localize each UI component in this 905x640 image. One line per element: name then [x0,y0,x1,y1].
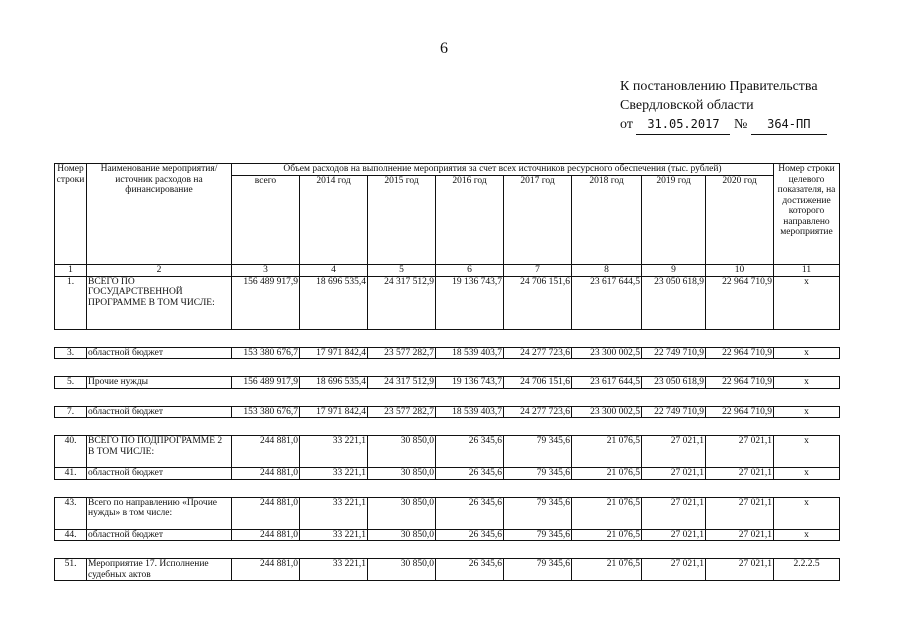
row-number: 40. [55,436,87,468]
order-reference [620,77,827,135]
table-row [55,559,840,581]
row-2018: 23 300 002,5 [572,347,642,359]
separator-cell [55,359,840,377]
table-row [55,276,840,329]
row-2016: 19 136 743,7 [436,377,504,389]
order-line-2: Свердловской области [620,98,754,113]
from-label: от [620,117,633,132]
row-2016: 26 345,6 [436,497,504,529]
row-number: 3. [55,347,87,359]
row-2017: 24 277 723,6 [504,406,572,418]
row-2015: 30 850,0 [368,559,436,581]
row-target: x [774,529,840,541]
column-number: 11 [774,265,840,277]
table-row [55,529,840,541]
table-row [55,497,840,529]
row-2016: 26 345,6 [436,529,504,541]
row-2017: 24 706 151,6 [504,377,572,389]
row-separator [55,541,840,559]
header-year: 2015 год [368,176,436,265]
row-2018: 21 076,5 [572,559,642,581]
table-row [55,468,840,480]
column-number: 10 [706,265,774,277]
row-separator [55,329,840,347]
row-2015: 30 850,0 [368,468,436,480]
row-2017: 79 345,6 [504,559,572,581]
row-number: 43. [55,497,87,529]
row-2018: 21 076,5 [572,436,642,468]
row-number: 7. [55,406,87,418]
row-2019: 23 050 618,9 [642,377,706,389]
row-separator [55,388,840,406]
order-date-number [620,115,827,135]
row-2014: 33 221,1 [300,529,368,541]
row-2015: 23 577 282,7 [368,347,436,359]
row-2020: 27 021,1 [706,468,774,480]
separator-cell [55,541,840,559]
row-2018: 21 076,5 [572,529,642,541]
column-number: 4 [300,265,368,277]
row-2016: 26 345,6 [436,468,504,480]
row-2016: 26 345,6 [436,436,504,468]
row-total: 244 881,0 [232,529,300,541]
row-2020: 27 021,1 [706,529,774,541]
header-year: 2018 год [572,176,642,265]
order-number: 364-ПП [751,115,827,135]
row-name: Мероприятие 17. Исполнение судебных актов [87,559,232,581]
row-number: 1. [55,276,87,329]
row-2015: 24 317 512,9 [368,276,436,329]
row-2015: 23 577 282,7 [368,406,436,418]
expenses-table [54,163,840,581]
row-2017: 79 345,6 [504,468,572,480]
row-target: 2.2.2.5 [774,559,840,581]
row-separator [55,479,840,497]
row-2020: 27 021,1 [706,559,774,581]
table-row [55,436,840,468]
row-target: x [774,468,840,480]
header-year: 2020 год [706,176,774,265]
row-2014: 18 696 535,4 [300,377,368,389]
header-name: Наименование мероприятия/источник расходов на финансирование [87,164,232,265]
row-2020: 27 021,1 [706,436,774,468]
page-number: 6 [440,40,448,57]
column-number: 9 [642,265,706,277]
row-2018: 21 076,5 [572,468,642,480]
column-number: 3 [232,265,300,277]
row-2014: 18 696 535,4 [300,276,368,329]
row-2014: 33 221,1 [300,497,368,529]
header-total: всего [232,176,300,265]
row-2017: 79 345,6 [504,529,572,541]
row-2016: 19 136 743,7 [436,276,504,329]
row-2018: 23 617 644,5 [572,377,642,389]
row-name: ВСЕГО ПО ПОДПРОГРАММЕ 2 В ТОМ ЧИСЛЕ: [87,436,232,468]
row-2019: 27 021,1 [642,529,706,541]
row-separator [55,359,840,377]
header-year: 2019 год [642,176,706,265]
row-2017: 24 706 151,6 [504,276,572,329]
order-date: 31.05.2017 [636,115,730,135]
table-row [55,406,840,418]
row-2019: 22 749 710,9 [642,347,706,359]
header-row-no: Номер строки [55,164,87,265]
row-2019: 27 021,1 [642,468,706,480]
column-number: 2 [87,265,232,277]
row-2019: 27 021,1 [642,436,706,468]
row-name: Всего по направлению «Прочие нужды» в том числе: [87,497,232,529]
header-row-1 [55,164,840,176]
row-total: 244 881,0 [232,559,300,581]
row-separator [55,418,840,436]
row-number: 41. [55,468,87,480]
row-2016: 26 345,6 [436,559,504,581]
row-target: x [774,406,840,418]
row-2019: 22 749 710,9 [642,406,706,418]
row-2020: 22 964 710,9 [706,377,774,389]
row-2017: 24 277 723,6 [504,347,572,359]
row-target: x [774,377,840,389]
column-number: 7 [504,265,572,277]
row-name: Прочие нужды [87,377,232,389]
header-year: 2014 год [300,176,368,265]
row-2018: 23 300 002,5 [572,406,642,418]
row-total: 153 380 676,7 [232,347,300,359]
header-year: 2016 год [436,176,504,265]
row-name: областной бюджет [87,468,232,480]
row-2018: 23 617 644,5 [572,276,642,329]
header-year: 2017 год [504,176,572,265]
row-2017: 79 345,6 [504,436,572,468]
row-2016: 18 539 403,7 [436,347,504,359]
row-2019: 23 050 618,9 [642,276,706,329]
row-total: 156 489 917,9 [232,276,300,329]
row-target: x [774,276,840,329]
row-2014: 33 221,1 [300,468,368,480]
row-name: ВСЕГО ПО ГОСУДАРСТВЕННОЙ ПРОГРАММЕ В ТОМ ЧИСЛЕ: [87,276,232,329]
row-2015: 24 317 512,9 [368,377,436,389]
column-number: 1 [55,265,87,277]
row-2015: 30 850,0 [368,436,436,468]
row-2019: 27 021,1 [642,497,706,529]
row-total: 244 881,0 [232,497,300,529]
row-2018: 21 076,5 [572,497,642,529]
row-2014: 17 971 842,4 [300,347,368,359]
row-number: 51. [55,559,87,581]
table-row [55,347,840,359]
table-row [55,377,840,389]
row-target: x [774,347,840,359]
row-number: 5. [55,377,87,389]
row-2020: 22 964 710,9 [706,406,774,418]
order-line-1: К постановлению Правительства [620,79,818,94]
row-2014: 33 221,1 [300,436,368,468]
column-numbers-row [55,265,840,277]
row-name: областной бюджет [87,347,232,359]
row-2015: 30 850,0 [368,497,436,529]
header-target: Номер строки целевого показателя, на достижение которого направлено мероприятие [774,164,840,265]
row-number: 44. [55,529,87,541]
header-volume: Объем расходов на выполнение мероприятия за счет всех источников ресурсного обеспечения (тыс. рублей) [232,164,774,176]
row-total: 153 380 676,7 [232,406,300,418]
row-total: 244 881,0 [232,468,300,480]
column-number: 5 [368,265,436,277]
row-target: x [774,436,840,468]
row-2020: 22 964 710,9 [706,347,774,359]
row-total: 156 489 917,9 [232,377,300,389]
row-target: x [774,497,840,529]
separator-cell [55,479,840,497]
row-name: областной бюджет [87,529,232,541]
row-2016: 18 539 403,7 [436,406,504,418]
row-2020: 27 021,1 [706,497,774,529]
column-number: 6 [436,265,504,277]
row-2014: 33 221,1 [300,559,368,581]
column-number: 8 [572,265,642,277]
separator-cell [55,329,840,347]
separator-cell [55,388,840,406]
number-label: № [733,117,748,132]
row-2014: 17 971 842,4 [300,406,368,418]
row-total: 244 881,0 [232,436,300,468]
row-name: областной бюджет [87,406,232,418]
separator-cell [55,418,840,436]
row-2015: 30 850,0 [368,529,436,541]
row-2017: 79 345,6 [504,497,572,529]
row-2020: 22 964 710,9 [706,276,774,329]
row-2019: 27 021,1 [642,559,706,581]
